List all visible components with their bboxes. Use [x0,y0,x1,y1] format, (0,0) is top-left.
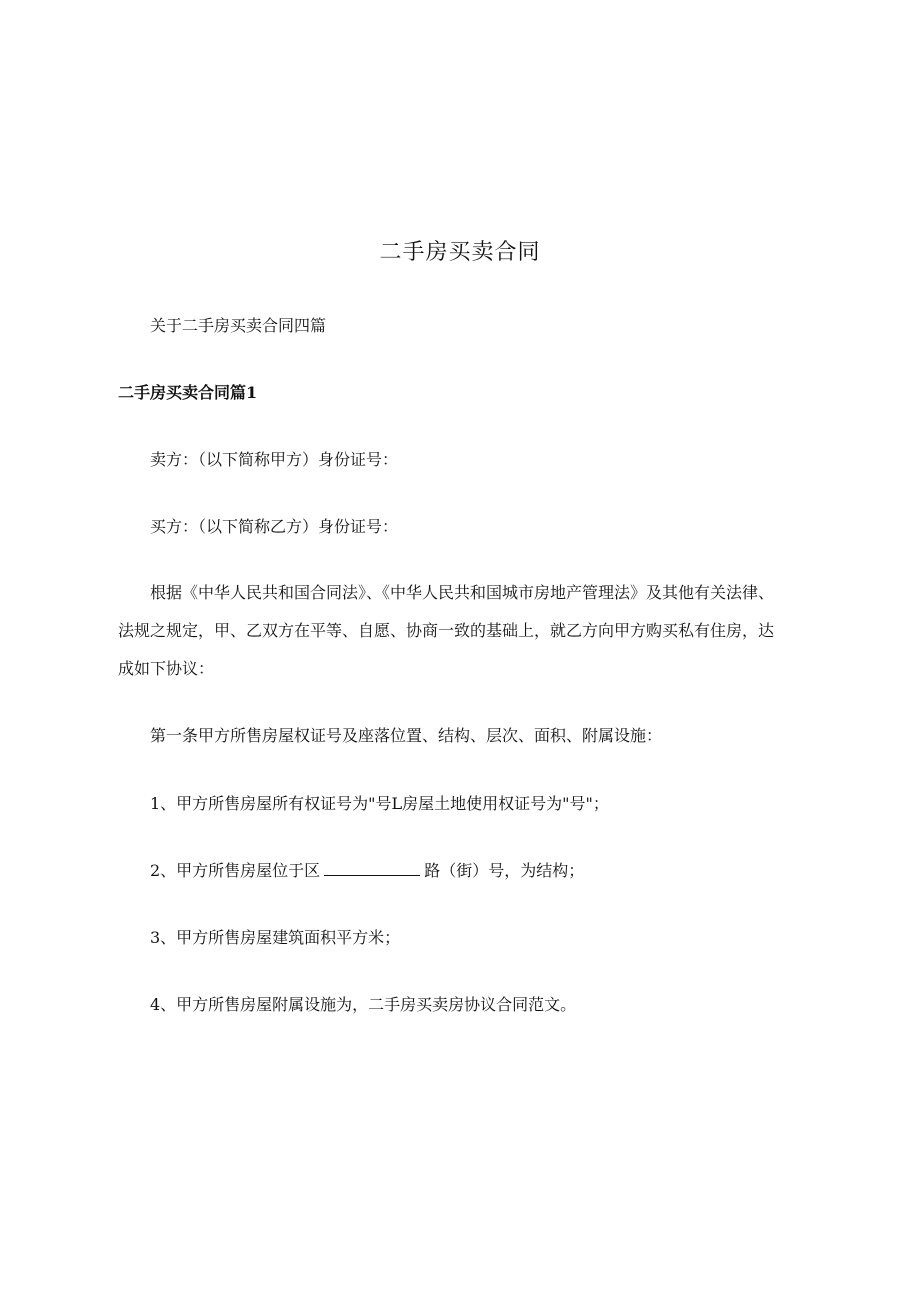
preamble-line-3: 成如下协议： [118,659,215,678]
item-4: 4、甲方所售房屋附属设施为，二手房买卖房协议合同范文。 [150,995,577,1014]
seller-line: 卖方：（以下简称甲方）身份证号： [150,450,399,469]
buyer-line: 买方：（以下简称乙方）身份证号： [150,517,399,536]
section-heading: 二手房买卖合同篇1 [118,383,258,402]
item-2-suffix: 路（街）号，为结构； [424,861,585,880]
article-1-heading: 第一条甲方所售房屋权证号及座落位置、结构、层次、面积、附属设施： [150,726,663,745]
preamble-paragraph [118,574,818,688]
item-3: 3、甲方所售房屋建筑面积平方米； [150,928,401,947]
preamble-line-2: 法规之规定，甲、乙双方在平等、自愿、协商一致的基础上，就乙方向甲方购买私有住房，达 [118,621,775,640]
item-2 [150,852,850,890]
document-subtitle: 关于二手房买卖合同四篇 [150,316,327,335]
document-title: 二手房买卖合同 [379,240,541,265]
item-2-prefix: 2、甲方所售房屋位于区 [150,861,321,880]
preamble-line-1: 根据《中华人民共和国合同法》、《中华人民共和国城市房地产管理法》及其他有关法律、 [150,583,775,602]
blank-underline [324,861,420,876]
item-1: 1、甲方所售房屋所有权证号为"号L房屋土地使用权证号为"号"； [150,794,609,813]
